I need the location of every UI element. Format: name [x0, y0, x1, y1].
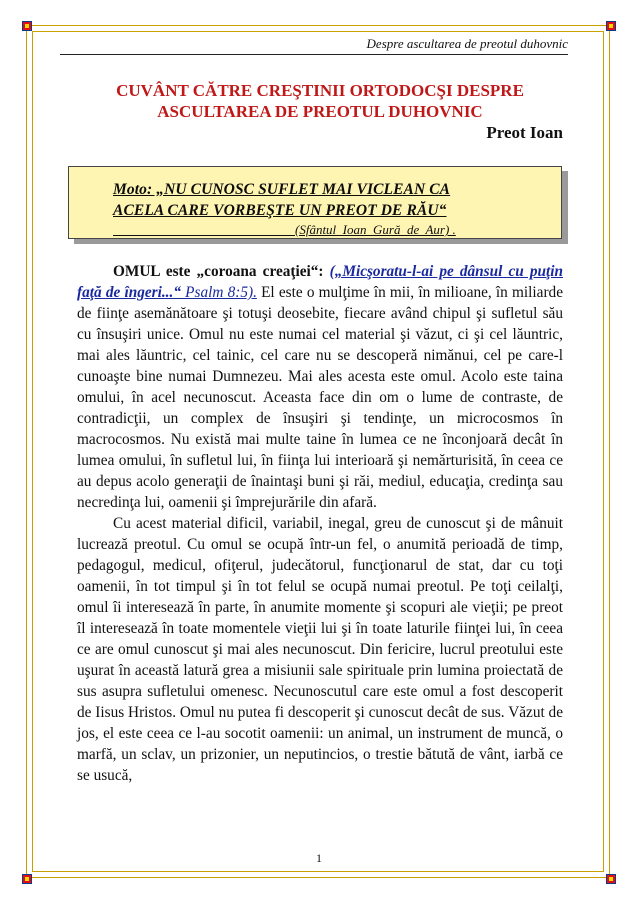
paragraph-2: Cu acest material dificil, variabil, inegal, greu de cunoscut şi de mânuit lucrează preotul. Cu omul se ocupă într-un fel, o anumită perioadă de timp, pedagogul, medicul, ofiţerul, judecătorul, funcţionarul de stat, dar cu toţi oamenii, în tot timpul şi în tot felul se ocupă numai preotul. Pe toţi ceilalţi, omul îi interesează în parte, în anumite momente şi scopuri ale vieţii; pe preot îl interesează în toate momentele vieţii lui şi în toate laturile fiinţei lui, în ceea ce are omul cunoscut şi mai ales necunoscut. Din fericire, lucrul preotului este uşurat în această latură grea a misiunii sale spirituale prin lumina proiectată de sus asupra sufletului omenesc. Necunoscutul care este omul a fost descoperit de Iisus Hristos. Omul nu putea fi descoperit şi cunoscut decât de sus. Văzut de jos, el este ceea ce l-au socotit oamenii: un animal, un instrument de muncă, o marfă, un sclav, un prizonier, un neputincios, o trestie bătută de vânt, iarbă ce se usucă,	[77, 515, 563, 784]
motto-source-spacer	[113, 222, 295, 237]
motto-source-text: (Sfântul Ioan Gură de Aur) .	[295, 222, 456, 237]
psalm-quote: („Micşoratu-l-ai pe dânsul cu puţin faţă de îngeri...“	[77, 263, 563, 301]
motto-source	[113, 221, 561, 239]
psalm-reference: Psalm 8:5).	[180, 284, 257, 301]
paragraph-1-lead: OMUL este „coroana creaţiei“:	[113, 263, 330, 280]
motto-line-1: Moto: „NU CUNOSC SUFLET MAI VICLEAN CA	[113, 181, 451, 198]
corner-ornament-top-right	[604, 19, 618, 33]
corner-ornament-top-left	[20, 19, 34, 33]
page-number: 1	[316, 851, 322, 865]
running-header: Despre ascultarea de preotul duhovnic	[60, 36, 568, 55]
paragraph-1-text: El este o mulţime în mii, în milioane, în miliarde de fiinţe asemănătoare şi totuşi deosebite, fiecare având chipul şi sufletul său cu însuşiri unice. Omul nu este numai cel material şi văzut, ci şi cel lăuntric, mai ales lăuntric, cel tainic, cel care nu se descoperă nimănui, cel pe care-l cunoaşte bine numai Dumnezeu. Mai ales acesta este omul. Acolo este taina omului, în acel necunoscut. Aceasta face din om o lume de contraste, de contradicţii, un complex de însuşiri şi tendinţe, un microcosmos în macrocosmos. Nu există mai multe taine în lumea ce ne înconjoară decât în lumea omului, în sufletul lui, în fiinţa lui interioară şi nemărturisită, în ceea ce au depus acolo generaţii de înaintaşi buni şi răi, mediul, educaţia, credinţa sau necredinţa lui, oamenii şi împrejurările din afară.	[77, 284, 563, 511]
paragraph-1	[77, 261, 563, 513]
motto-line-2: ACELA CARE VORBEŞTE UN PREOT DE RĂU“	[113, 202, 447, 219]
title-line-1: CUVÂNT CĂTRE CREŞTINII ORTODOCŞI DESPRE	[116, 81, 524, 100]
document-title	[70, 80, 570, 122]
corner-ornament-bottom-left	[20, 872, 34, 886]
corner-ornament-bottom-right	[604, 872, 618, 886]
title-line-2: ASCULTAREA DE PREOTUL DUHOVNIC	[157, 102, 483, 121]
author-name: Preot Ioan	[486, 123, 563, 142]
document-body	[77, 261, 563, 786]
motto-box	[68, 166, 562, 239]
